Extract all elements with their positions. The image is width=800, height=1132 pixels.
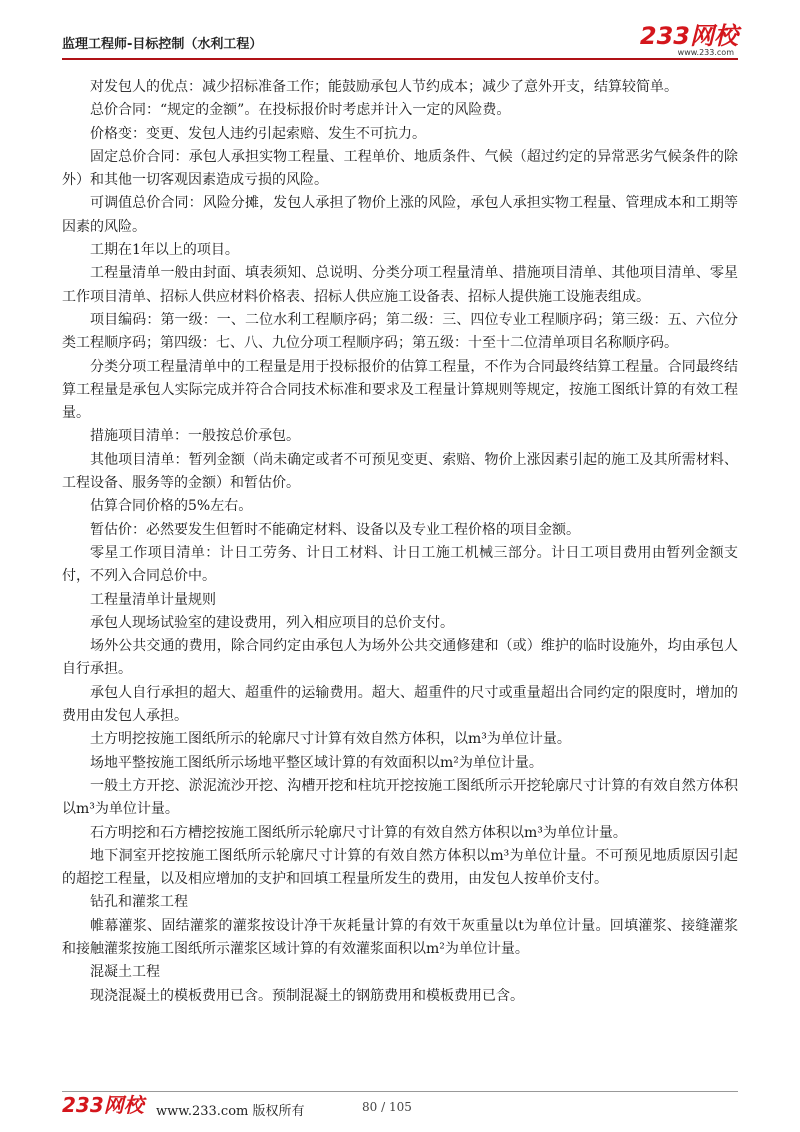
page-header (62, 22, 738, 57)
paragraph: 固定总价合同：承包人承担实物工程量、工程单价、地质条件、气候（超过约定的异常恶劣气候条件的除外）和其他一切客观因素造成亏损的风险。 (62, 148, 738, 189)
paragraph: 工期在1年以上的项目。 (90, 242, 239, 259)
paragraph: 措施项目清单：一般按总价承包。 (90, 428, 300, 445)
paragraph: 价格变：变更、发包人违约引起索赔、发生不可抗力。 (90, 125, 426, 142)
footer-logo: 233网校 (62, 1093, 144, 1117)
page-footer (62, 1094, 738, 1118)
brand-logo (640, 24, 738, 57)
paragraph: 项目编码：第一级：一、二位水利工程顺序码；第二级：三、四位专业工程顺序码；第三级：五、六位分类工程顺序码；第四级：七、八、九位分项工程顺序码；第五级：十至十二位清单项目名称顺序码。 (62, 311, 738, 352)
logo-wordmark: 233网校 (639, 22, 738, 50)
header-divider (62, 58, 738, 60)
section-heading: 工程量清单计量规则 (90, 591, 216, 608)
page-number: 80 / 105 (362, 1100, 412, 1114)
paragraph: 总价合同：“规定的金额”。在投标报价时考虑并计入一定的风险费。 (90, 102, 511, 119)
paragraph: 零星工作项目清单：计日工劳务、计日工材料、计日工施工机械三部分。计日工项目费用由暂列金额支付，不列入合同总价中。 (62, 544, 738, 585)
section-heading: 钻孔和灌浆工程 (90, 894, 188, 911)
footer-divider (62, 1091, 738, 1092)
paragraph: 现浇混凝土的模板费用已含。预制混凝土的钢筋费用和模板费用已含。 (90, 987, 524, 1004)
paragraph: 场地平整按施工图纸所示场地平整区域计算的有效面积以m²为单位计量。 (90, 754, 543, 771)
paragraph: 承包人自行承担的超大、超重件的运输费用。超大、超重件的尺寸或重量超出合同约定的限度时，增加的费用由发包人承担。 (62, 684, 738, 725)
logo-url: www.233.com (677, 48, 734, 57)
paragraph: 工程量清单一般由封面、填表须知、总说明、分类分项工程量清单、措施项目清单、其他项目清单、零星工作项目清单、招标人供应材料价格表、招标人供应施工设备表、招标人提供施工设施表组成。 (62, 265, 738, 305)
paragraph: 石方明挖和石方槽挖按施工图纸所示轮廓尺寸计算的有效自然方体积以m³为单位计量。 (90, 824, 627, 841)
paragraph: 地下洞室开挖按施工图纸所示轮廓尺寸计算的有效自然方体积以m³为单位计量。不可预见地质原因引起的超挖工程量，以及相应增加的支护和回填工程量所发生的费用，由发包人按单价支付。 (62, 847, 738, 888)
paragraph: 估算合同价格的5%左右。 (90, 498, 253, 515)
paragraph: 分类分项工程量清单中的工程量是用于投标报价的估算工程量，不作为合同最终结算工程量。合同最终结算工程量是承包人实际完成并符合合同技术标准和要求及工程量计算规则等规定，按施工图纸计算的有效工程量。 (62, 358, 738, 422)
paragraph: 对发包人的优点：减少招标准备工作；能鼓励承包人节约成本；减少了意外开支，结算较简单。 (90, 79, 678, 95)
footer-copyright: www.233.com 版权所有 (156, 1104, 305, 1119)
paragraph: 承包人现场试验室的建设费用，列入相应项目的总价支付。 (90, 614, 454, 631)
paragraph: 场外公共交通的费用，除合同约定由承包人为场外公共交通修建和（或）维护的临时设施外，均由承包人自行承担。 (62, 638, 738, 678)
paragraph: 一般土方开挖、淤泥流沙开挖、沟槽开挖和柱坑开挖按施工图纸所示开挖轮廓尺寸计算的有效自然方体积以m³为单位计量。 (62, 777, 738, 818)
paragraph: 可调值总价合同：风险分摊，发包人承担了物价上涨的风险，承包人承担实物工程量、管理成本和工期等因素的风险。 (62, 195, 738, 235)
paragraph: 帷幕灌浆、固结灌浆的灌浆按设计净干灰耗量计算的有效干灰重量以t为单位计量。回填灌浆、接缝灌浆和接触灌浆按施工图纸所示灌浆区域计算的有效灌浆面积以m²为单位计量。 (62, 917, 738, 957)
paragraph: 土方明挖按施工图纸所示的轮廓尺寸计算有效自然方体积，以m³为单位计量。 (90, 731, 571, 748)
paragraph: 暂估价：必然要发生但暂时不能确定材料、设备以及专业工程价格的项目金额。 (90, 521, 580, 538)
document-body (62, 76, 738, 1008)
section-heading: 混凝土工程 (90, 964, 160, 981)
document-title: 监理工程师-目标控制（水利工程） (62, 37, 263, 52)
paragraph: 其他项目清单：暂列金额（尚未确定或者不可预见变更、索赔、物价上涨因素引起的施工及其所需材料、工程设备、服务等的金额）和暂估价。 (62, 451, 738, 492)
